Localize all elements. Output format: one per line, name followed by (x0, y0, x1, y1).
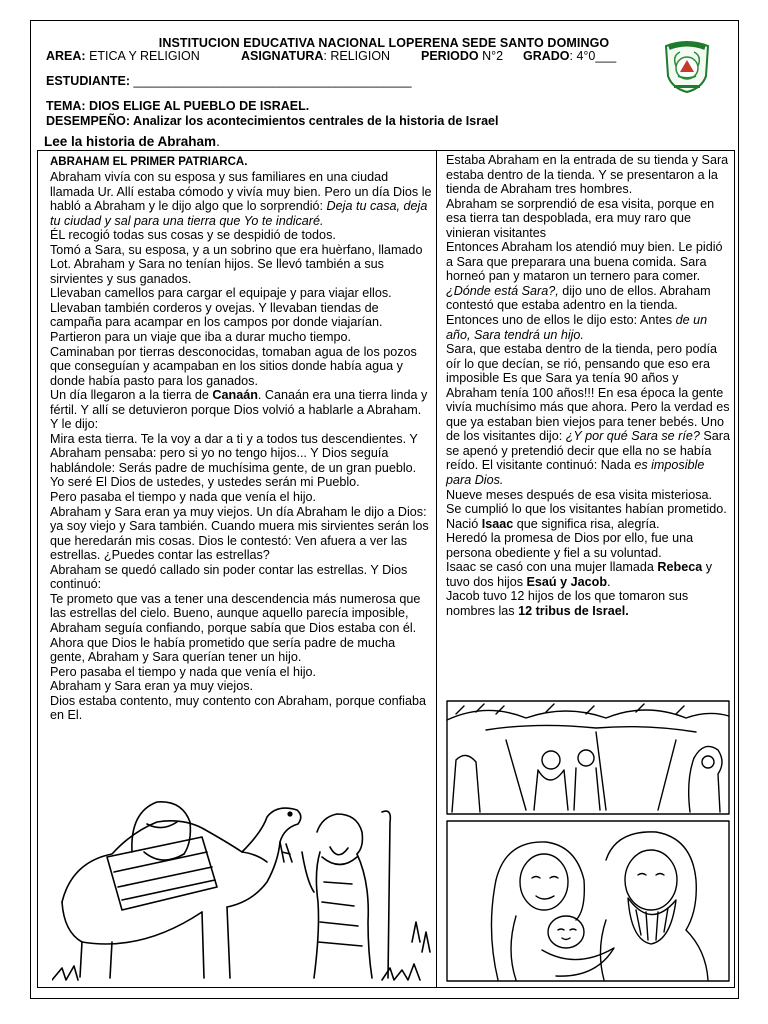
abraham-camel-illustration (52, 792, 432, 982)
paragraph-text: . (607, 574, 611, 589)
paragraph: Llevaban camellos para cargar el equipaje y para viajar ellos. Llevaban también corderos y ovejas. Y llevaban tiendas de campaña para acampar en los campos por donde viajarían. Partieron para un viaje que iba a durar mucho tiempo. (50, 286, 392, 345)
paragraph: Pero pasaba el tiempo y nada que venía el hijo. (50, 490, 317, 505)
paragraph (50, 170, 432, 228)
paragraph: Abraham y Sara eran ya muy viejos. Un día Abraham le dijo a Dios: ya soy viejo y Sara también. Cuando muera mis sirvientes serán los que heredarán mis cosas. Dios le contestó: Ven afuera a ver las estrellas. ¿Puedes contar las estrellas? (50, 504, 429, 563)
canaan-keyword: Canaán (212, 388, 258, 403)
grado-value: : 4°0___ (569, 49, 617, 63)
school-shield-logo (658, 36, 716, 94)
paragraph: Abraham se sorprendió de esa visita, porque en esa tierra tan despoblada, era muy raro que vinieran visitantes (446, 196, 715, 240)
paragraph-text: Isaac se casó con una mujer llamada (446, 560, 658, 575)
paragraph-text: Sara se apenó y pretendió decir que ella no se había reído. El visitante continuó: Nada (446, 429, 730, 473)
estudiante-line (46, 74, 412, 88)
paragraph: Dios estaba contento, muy contento con Abraham, porque confiaba en El. (50, 693, 426, 723)
grado-label: GRADO (523, 49, 570, 63)
paragraph: Caminaban por tierras desconocidas, tomaban agua de los pozos que conseguían y acampaban en los sitios donde había agua y donde había pasto para los ganados. (50, 344, 417, 388)
asignatura-value: : RELIGION (323, 49, 391, 63)
paragraph (446, 342, 730, 487)
paragraph: Te prometo que vas a tener una descendencia más numerosa que las estrellas del cielo. Bueno, aunque aquello parecía imposible, Abraham seguía confiando, porque sabía que Dios estaba con él. (50, 591, 421, 635)
paragraph-text: y tuvo dos hijos (446, 560, 713, 589)
desempeno-line: DESEMPEÑO: Analizar los acontecimientos centrales de la historia de Israel (46, 114, 499, 128)
paragraph-text: que significa risa, alegría. (513, 516, 660, 531)
asignatura-label: ASIGNATURA (241, 49, 324, 63)
column-divider (436, 150, 437, 988)
paragraph (446, 284, 730, 313)
instruction-dot: . (216, 134, 220, 149)
asignatura-line (241, 49, 390, 63)
story-subtitle: ABRAHAM EL PRIMER PATRIARCA. (50, 156, 248, 168)
paragraph: Tomó a Sara, su esposa, y a un sobrino que era huèrfano, llamado Lot. Abraham y Sara no tenían hijos. Se llevó también a sus sirvientes y sus ganados. (50, 242, 423, 286)
area-value: ETICA Y RELIGION (89, 49, 200, 63)
paragraph (446, 313, 730, 342)
estudiante-label: ESTUDIANTE: (46, 74, 131, 88)
paragraph: ÉL recogió todas sus cosas y se despidió de todos. (50, 228, 336, 243)
estudiante-blank[interactable]: ________________________________________ (133, 74, 412, 88)
paragraph: Heredó la promesa de Dios por ello, fue una persona obediente y fiel a su voluntad. (446, 531, 694, 560)
paragraph: Abraham se quedó callado sin poder contar las estrellas. Y Dios continuó: (50, 562, 408, 592)
right-column (446, 153, 730, 619)
paragraph-text: Abraham vivía con su esposa y sus familiares en una ciudad llamada Ur. Allí estaba cómodo y vivía muy bien. Pero un día Dios le habló a Abraham y le dijo algo que lo sorprendió: (50, 170, 432, 214)
isaac-keyword: Isaac (481, 516, 514, 531)
paragraph: Pero pasaba el tiempo y nada que venía el hijo. (50, 664, 317, 679)
paragraph (446, 488, 730, 532)
tema-heading: TEMA: DIOS ELIGE AL PUEBLO DE ISRAEL. (46, 99, 310, 113)
paragraph-text: Sara, que estaba dentro de la tienda, pero podía oír lo que decían, se rió, pensando que eso era imposible Es que Sara ya tenía 90 años y Abraham tenía 100 años!!! En esa época la gente vivía muchísimo más que ahora. Pero la verdad es que ya estaban bien viejos para tener bebés. Uno de los visitantes dijo: (446, 342, 730, 444)
periodo-line (421, 49, 503, 63)
visitor-question: ¿Dónde está Sara?, (446, 283, 559, 298)
paragraph-text: . Canaán era una tierra linda y fértil. Y allí se detuvieron porque Dios volvió a hablarle a Abraham. Y le dijo: (50, 388, 428, 432)
paragraph (446, 560, 730, 589)
paragraph: Estaba Abraham en la entrada de su tienda y Sara estaba dentro de la tienda. Y se presentaron a la tienda de Abraham tres hombres. (446, 153, 729, 197)
area-line (46, 49, 200, 63)
instruction-text: Lee la historia de Abraham (44, 134, 217, 149)
paragraph: Entonces Abraham los atendió muy bien. Le pidió a Sara que preparara una buena comida. Sara horneó pan y mataron un ternero para comer. (446, 240, 723, 284)
periodo-label: PERIODO (421, 49, 479, 63)
institution-title: INSTITUCION EDUCATIVA NACIONAL LOPERENA SEDE SANTO DOMINGO (158, 36, 610, 50)
periodo-value: N°2 (482, 49, 504, 63)
reading-instruction (44, 134, 220, 149)
paragraph: Abraham y Sara eran ya muy viejos. (50, 679, 253, 694)
rebeca-keyword: Rebeca (657, 560, 703, 575)
visitor-promise: de un año, Sara tendrá un hijo. (446, 313, 708, 342)
paragraph (446, 589, 730, 618)
paragraph: Mira esta tierra. Te la voy a dar a ti y a todos tus descendientes. Y Abraham pensaba: pero si yo no tengo hijos... Y Dios seguía hablándole: Serás padre de muchísima gente, de un gran pueblo. Yo seré El Dios de ustedes, y ustedes serán mi Pueblo. (50, 431, 418, 490)
paragraph-text: Nueve meses después de esa visita misteriosa. Se cumplió lo que los visitantes habían prometido. Nació (446, 487, 727, 531)
paragraph (50, 388, 432, 432)
paragraph-text: Entonces uno de ellos le dijo esto: Antes (446, 313, 676, 328)
gods-command: Deja tu casa, deja tu ciudad y sal para una tierra que Yo te indicaré. (50, 199, 428, 228)
visitor-question: ¿Y por qué Sara se ríe? (565, 429, 700, 444)
paragraph-text: dijo uno de ellos. Abraham contestó que estaba adentro en la tienda. (446, 283, 711, 313)
visitor-statement: es imposible para Dios. (446, 458, 705, 488)
area-label: AREA: (46, 49, 86, 63)
tent-visitors-illustration (446, 700, 730, 815)
paragraph-text: Jacob tuvo 12 hijos de los que tomaron sus nombres las (446, 589, 689, 618)
family-isaac-illustration (446, 820, 730, 982)
esau-jacob-keyword: Esaú y Jacob (526, 574, 608, 589)
grado-line (523, 49, 616, 63)
left-column (50, 156, 432, 723)
tribes-keyword: 12 tribus de Israel. (518, 603, 629, 618)
paragraph-text: Un día llegaron a la tierra de (50, 388, 213, 403)
paragraph: Ahora que Dios le había prometido que sería padre de mucha gente, Abraham y Sara querían tener un hijo. (50, 635, 396, 665)
